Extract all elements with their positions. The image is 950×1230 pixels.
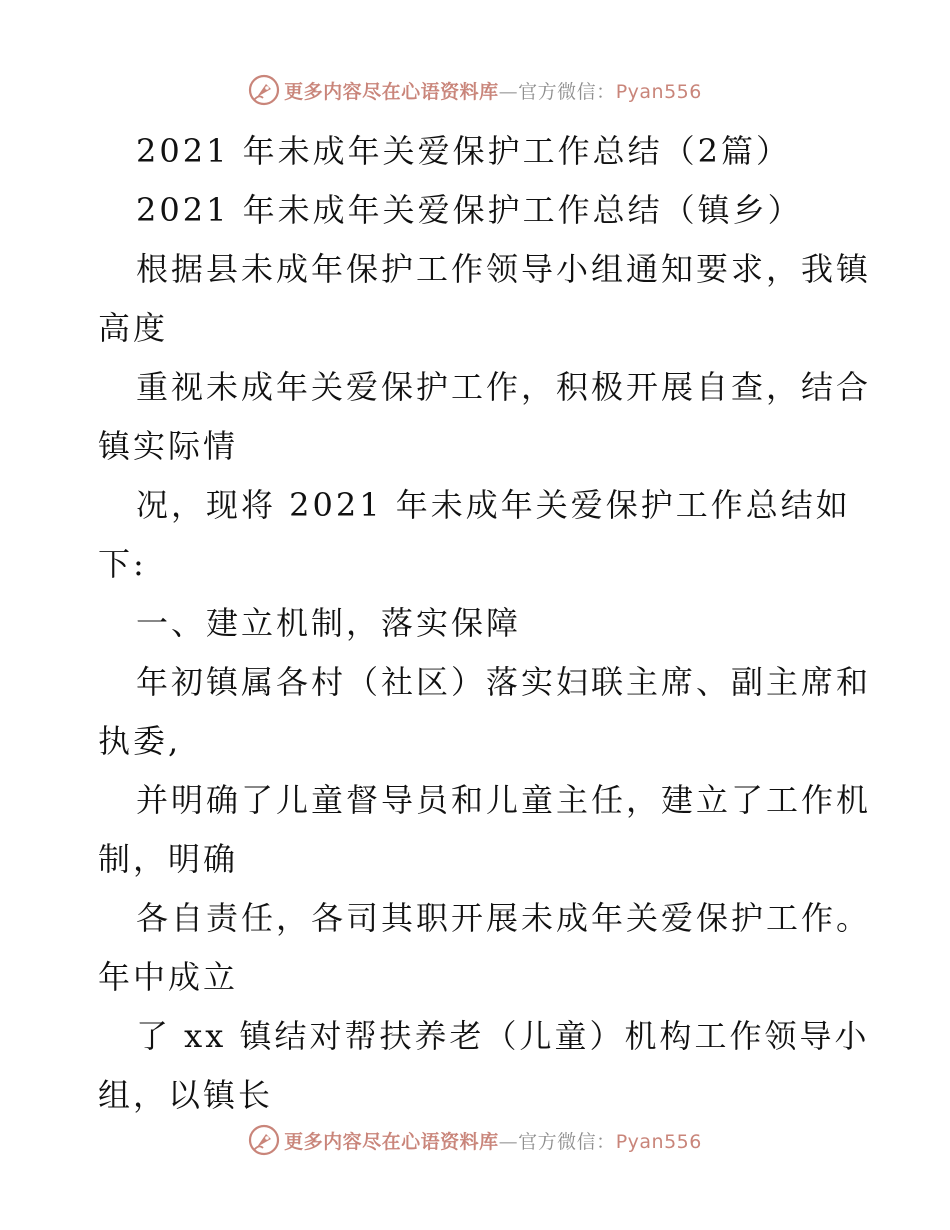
watermark-main-text: 更多内容尽在心语资料库 bbox=[284, 1130, 499, 1153]
watermark-footer bbox=[0, 1120, 950, 1160]
paragraph-line: 下: bbox=[98, 545, 147, 583]
paragraph-line: 制，明确 bbox=[98, 840, 239, 878]
paragraph-line: 各自责任，各司其职开展未成年关爱保护工作。 bbox=[136, 899, 872, 937]
paragraph-line: 年初镇属各村（社区）落实妇联主席、副主席和 bbox=[136, 663, 872, 701]
document-subtitle: 2021 年未成年关爱保护工作总结（镇乡） bbox=[136, 191, 803, 229]
document-body bbox=[98, 122, 872, 1125]
paragraph-line: 镇实际情 bbox=[98, 427, 239, 465]
watermark-wechat-label: 官方微信： bbox=[518, 80, 616, 103]
watermark-separator: — bbox=[498, 80, 519, 103]
paragraph-line: 根据县未成年保护工作领导小组通知要求，我镇 bbox=[136, 250, 872, 288]
watermark-wechat-label: 官方微信： bbox=[518, 1130, 616, 1153]
watermark-wechat-id: Pyan556 bbox=[615, 80, 702, 103]
paragraph-line: 重视未成年关爱保护工作，积极开展自查，结合 bbox=[136, 368, 872, 406]
paragraph-line: 并明确了儿童督导员和儿童主任，建立了工作机 bbox=[136, 781, 872, 819]
paragraph-line: 执委, bbox=[98, 722, 182, 760]
paragraph-line: 了 xx 镇结对帮扶养老（儿童）机构工作领导小 bbox=[136, 1017, 870, 1055]
section-heading: 一、建立机制，落实保障 bbox=[136, 604, 522, 642]
watermark-header bbox=[0, 70, 950, 110]
paragraph-line: 年中成立 bbox=[98, 958, 239, 996]
watermark-separator: — bbox=[498, 1130, 519, 1153]
paragraph-line: 况，现将 2021 年未成年关爱保护工作总结如 bbox=[136, 486, 851, 524]
watermark-main-text: 更多内容尽在心语资料库 bbox=[284, 80, 499, 103]
watermark-wechat-id: Pyan556 bbox=[615, 1130, 702, 1153]
document-title: 2021 年未成年关爱保护工作总结（2篇） bbox=[136, 132, 791, 170]
pen-nib-seal-icon bbox=[248, 1124, 280, 1156]
pen-nib-seal-icon bbox=[248, 74, 280, 106]
paragraph-line: 组，以镇长 bbox=[98, 1076, 274, 1114]
paragraph-line: 高度 bbox=[98, 309, 169, 347]
